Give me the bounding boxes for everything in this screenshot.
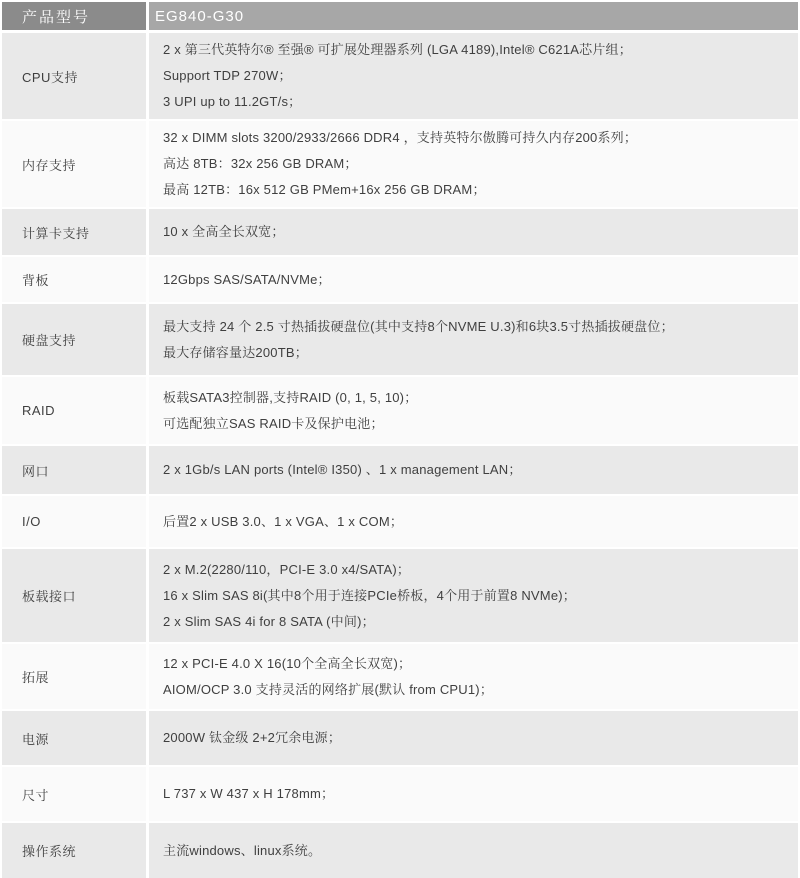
spec-row-raid [2,377,798,446]
spec-value-line: 2000W 钛金级 2+2冗余电源； [163,730,342,745]
spec-value-io [149,496,798,547]
spec-rows [2,33,798,878]
spec-value-line: 板载SATA3控制器,支持RAID (0, 1, 5, 10)； [163,389,418,405]
spec-value-line: 最大存储容量达200TB； [163,344,308,360]
spec-row-memory [2,121,798,209]
spec-value-backplane [149,257,798,302]
spec-value-line: 高达 8TB：32x 256 GB DRAM； [163,156,358,171]
spec-value-line: 最大支持 24 个 2.5 寸热插拔硬盘位(其中支持8个NVME U.3)和6块3.5寸热插拔硬盘位； [163,318,674,334]
spec-value-line: 2 x 1Gb/s LAN ports (Intel® I350) 、1 x management LAN； [163,462,522,477]
header-model-name: EG840-G30 [149,2,798,30]
table-header-row [2,2,798,33]
spec-row-dimensions [2,767,798,823]
spec-value-line: 16 x Slim SAS 8i(其中8个用于连接PCIe桥板，4个用于前置8 NVMe)； [163,587,576,603]
spec-value-line: 12 x PCI-E 4.0 X 16(10个全高全长双宽)； [163,655,412,671]
spec-value-line: 可选配独立SAS RAID卡及保护电池； [163,415,384,431]
spec-value-line: L 737 x W 437 x H 178mm； [163,786,335,801]
spec-label-io: I/O [2,496,146,547]
spec-value-expansion [149,644,798,709]
spec-row-lan [2,446,798,496]
spec-row-compute-card [2,209,798,257]
spec-row-backplane [2,257,798,304]
spec-value-compute-card [149,209,798,255]
spec-label-backplane: 背板 [2,257,146,302]
spec-value-line: 2 x 第三代英特尔® 至强® 可扩展处理器系列 (LGA 4189),Intel® C621A芯片组； [163,42,632,57]
spec-row-os [2,823,798,878]
spec-value-lan [149,446,798,494]
spec-value-line: AIOM/OCP 3.0 支持灵活的网络扩展(默认 from CPU1)； [163,681,494,697]
spec-label-dimensions: 尺寸 [2,767,146,821]
spec-row-onboard-interfaces [2,549,798,644]
spec-value-line: 3 UPI up to 11.2GT/s； [163,94,302,109]
spec-label-raid: RAID [2,377,146,444]
header-product-model-label: 产品型号 [2,2,146,30]
spec-value-drive-bays [149,304,798,375]
spec-value-power [149,711,798,765]
spec-label-onboard-interfaces: 板载接口 [2,549,146,642]
spec-value-line: 2 x Slim SAS 4i for 8 SATA (中间)； [163,613,375,629]
spec-value-memory [149,121,798,207]
spec-value-raid [149,377,798,444]
spec-value-line: Support TDP 270W； [163,68,292,83]
spec-label-memory: 内存支持 [2,121,146,207]
spec-value-line: 32 x DIMM slots 3200/2933/2666 DDR4 ，支持英特尔傲腾可持久内存200系列； [163,130,638,145]
spec-value-line: 最高 12TB：16x 512 GB PMem+16x 256 GB DRAM； [163,182,486,197]
spec-value-cpu [149,33,798,119]
spec-row-power [2,711,798,767]
spec-value-dimensions [149,767,798,821]
spec-value-line: 主流windows、linux系统。 [163,842,322,858]
spec-value-line: 后置2 x USB 3.0、1 x VGA、1 x COM； [163,513,404,529]
spec-label-power: 电源 [2,711,146,765]
spec-row-expansion [2,644,798,711]
spec-label-drive-bays: 硬盘支持 [2,304,146,375]
spec-row-io [2,496,798,549]
spec-value-onboard-interfaces [149,549,798,642]
spec-label-expansion: 拓展 [2,644,146,709]
spec-value-os [149,823,798,878]
spec-label-compute-card: 计算卡支持 [2,209,146,255]
spec-value-line: 10 x 全高全长双宽； [163,224,285,239]
spec-label-lan: 网口 [2,446,146,494]
spec-value-line: 12Gbps SAS/SATA/NVMe； [163,271,331,287]
spec-value-line: 2 x M.2(2280/110，PCI-E 3.0 x4/SATA)； [163,561,411,577]
spec-label-cpu: CPU支持 [2,33,146,119]
spec-row-cpu [2,33,798,121]
spec-label-os: 操作系统 [2,823,146,878]
spec-row-drive-bays [2,304,798,377]
product-spec-table [2,2,798,878]
